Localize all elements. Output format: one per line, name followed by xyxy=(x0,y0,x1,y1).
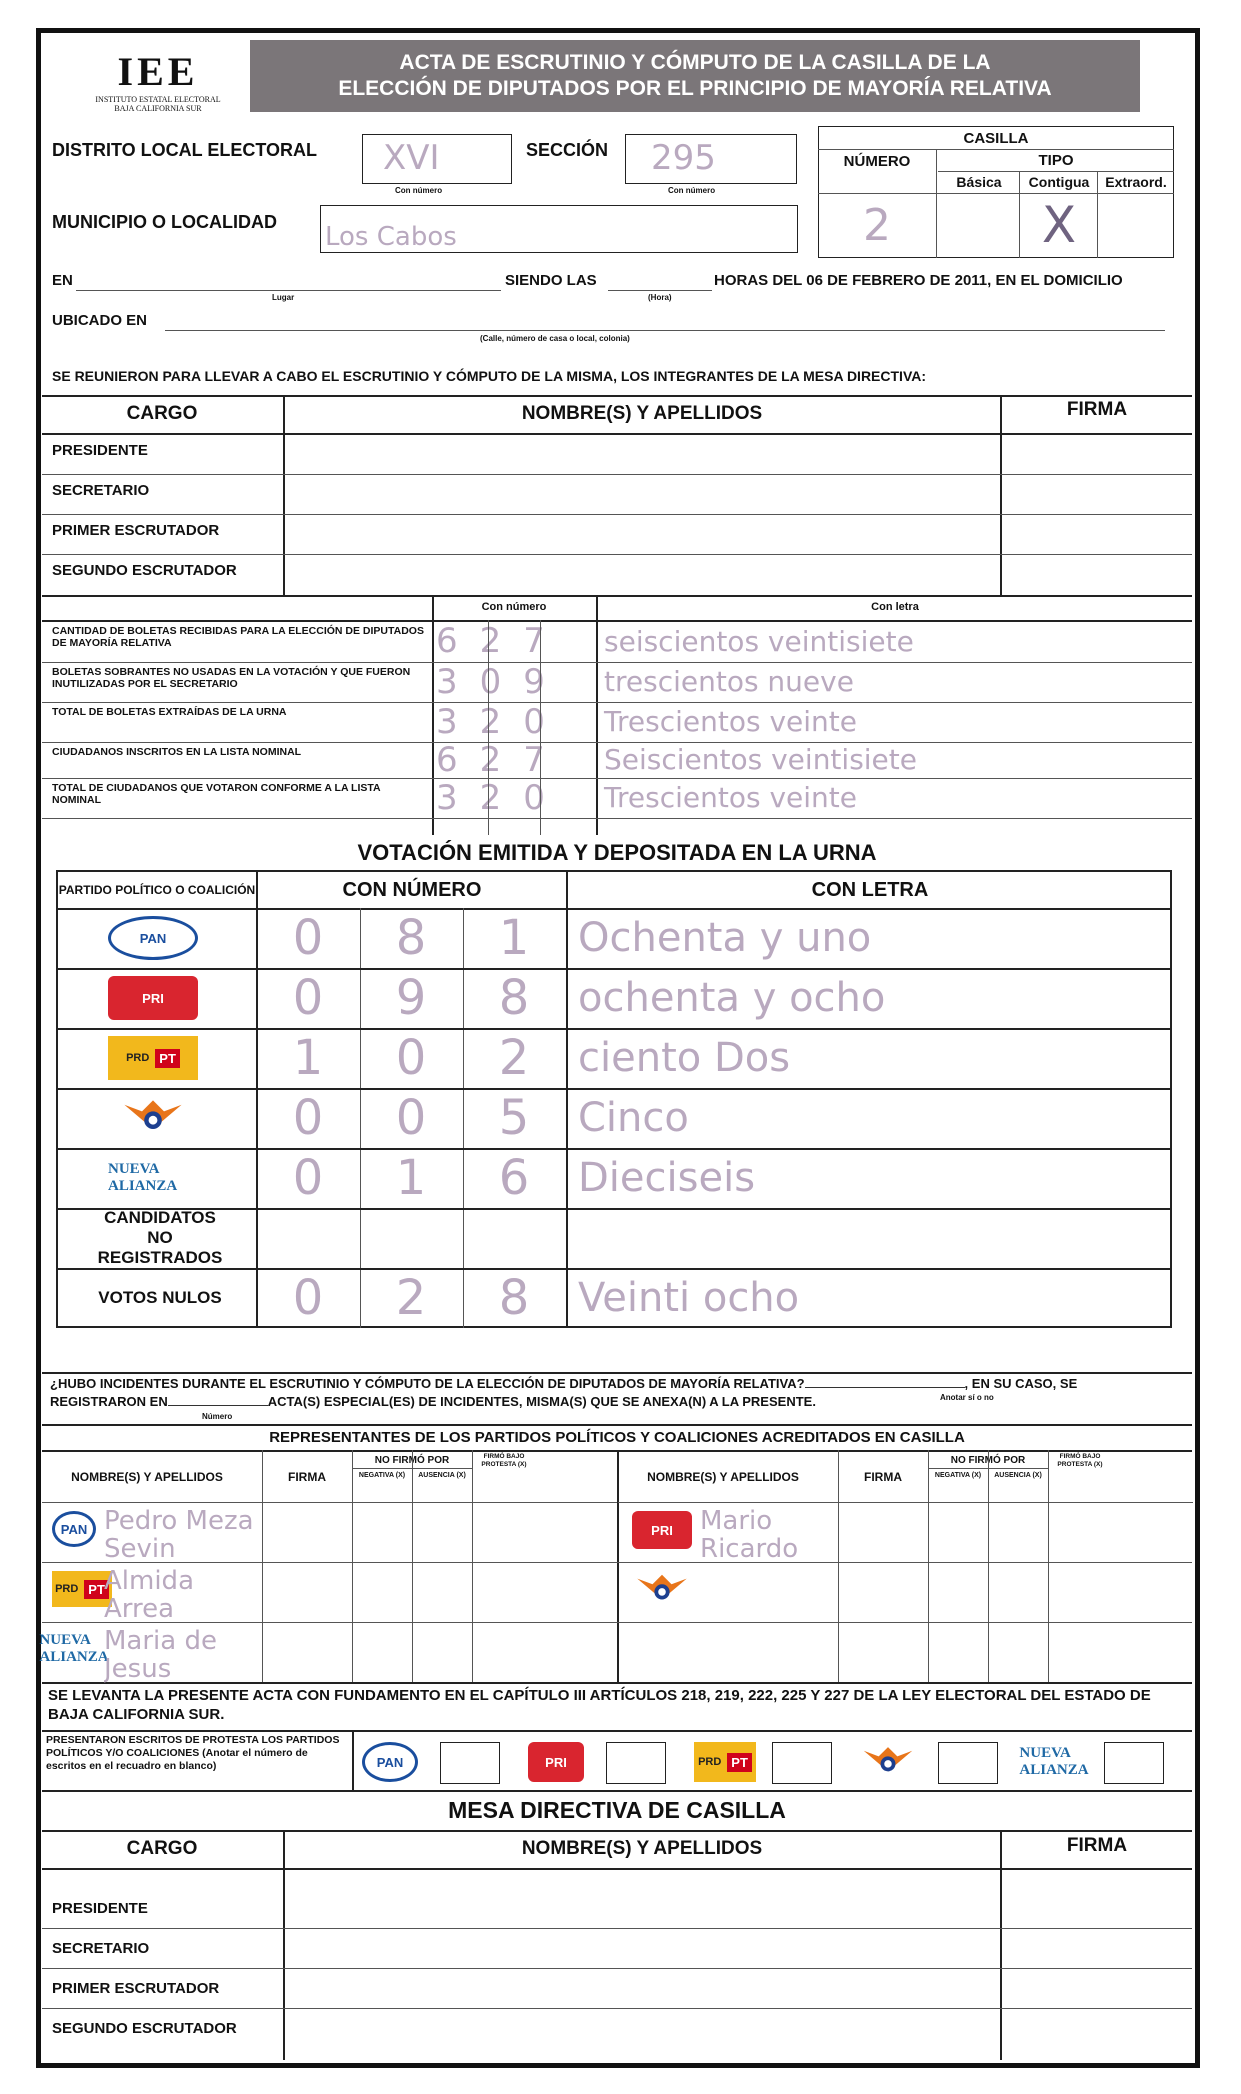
rep-logo-left-2: NUEVA ALIANZA xyxy=(39,1632,109,1665)
ballot-row-text[interactable]: Trescientos veinte xyxy=(604,781,857,814)
reps-nombre-header: NOMBRE(S) Y APELLIDOS xyxy=(647,1470,799,1484)
vote-digit[interactable]: 0 xyxy=(292,1150,324,1206)
reps-col-divider xyxy=(928,1450,929,1682)
votes-col-party: PARTIDO POLÍTICO O COALICIÓN xyxy=(58,882,256,897)
form-title xyxy=(250,40,1140,112)
rep-logo-right-1 xyxy=(632,1571,692,1609)
ballot-row-label: BOLETAS SOBRANTES NO USADAS EN LA VOTACIÓN Y QUE FUERON INUTILIZADAS POR EL SECRETARIO xyxy=(52,666,411,690)
rep-logo-left-1 xyxy=(52,1571,112,1607)
party-logo-prs xyxy=(108,1096,198,1140)
ballot-digit-divider xyxy=(488,620,489,835)
reps-col-divider xyxy=(352,1450,353,1682)
title-line-1: ACTA DE ESCRUTINIO Y CÓMPUTO DE LA CASILLA DE LA xyxy=(399,51,991,74)
officials-firma-header: FIRMA xyxy=(1066,399,1128,420)
vote-digit[interactable]: 1 xyxy=(498,910,530,966)
district-label: DISTRITO LOCAL ELECTORAL xyxy=(52,140,318,160)
protest-text: PRESENTARON ESCRITOS DE PROTESTA LOS PARTIDOS POLÍTICOS Y/O COALICIONES (Anotar el número de escritos en el recuadro en blanco) xyxy=(46,1734,340,1772)
title-line-2: ELECCIÓN DE DIPUTADOS POR EL PRINCIPIO DE MAYORÍA RELATIVA xyxy=(338,77,1052,100)
reps-bajo-protesta-header: FIRMÓ BAJO PROTESTA (X) xyxy=(1057,1453,1103,1468)
incidents-numero-sub: Número xyxy=(202,1412,233,1421)
vote-digit[interactable] xyxy=(464,1208,564,1268)
mesa-cargo-header: CARGO xyxy=(126,1838,198,1859)
mesa-row-presidente: PRESIDENTE xyxy=(52,1900,148,1917)
incidents-line2 xyxy=(50,1394,816,1409)
reps-ausencia-header: AUSENCIA (X) xyxy=(418,1472,466,1479)
reps-no-firmo-header: NO FIRMÓ POR xyxy=(374,1455,450,1466)
ballot-row-label: TOTAL DE CIUDADANOS QUE VOTARON CONFORME A LA LISTA NOMINAL xyxy=(52,782,381,806)
protest-count-box[interactable] xyxy=(938,1742,998,1784)
official-row-presidente: PRESIDENTE xyxy=(52,442,148,459)
section-field[interactable] xyxy=(625,134,797,184)
iee-logo-mark: IEE xyxy=(117,49,199,94)
mesa-title: MESA DIRECTIVA DE CASILLA xyxy=(448,1796,786,1823)
votes-title: VOTACIÓN EMITIDA Y DEPOSITADA EN LA URNA xyxy=(357,840,877,865)
officials-nombre-header: NOMBRE(S) Y APELLIDOS xyxy=(521,403,763,424)
district-value: XVI xyxy=(383,138,440,178)
incidents-question: ¿HUBO INCIDENTES DURANTE EL ESCRUTINIO Y CÓMPUTO DE LA ELECCIÓN DE DIPUTADOS DE MAYORÍA RELATIVA? xyxy=(50,1376,805,1391)
party-logo-nueva-alianza: NUEVA ALIANZA xyxy=(108,1161,178,1194)
official-row-secretario: SECRETARIO xyxy=(52,482,150,499)
vote-digit[interactable]: 5 xyxy=(498,1090,530,1146)
reunion-text: SE REUNIERON PARA LLEVAR A CABO EL ESCRUTINIO Y CÓMPUTO DE LA MISMA, LOS INTEGRANTES DE LA MESA DIRECTIVA: xyxy=(52,368,927,384)
rep-name-left[interactable]: Pedro Meza Sevin xyxy=(104,1507,254,1563)
numero-label: NÚMERO xyxy=(843,152,911,170)
incidents-registraron: REGISTRARON EN xyxy=(50,1394,168,1409)
reps-ausencia-header: AUSENCIA (X) xyxy=(994,1472,1042,1479)
ballots-con-letra: Con letra xyxy=(871,601,919,613)
ubicado-label: UBICADO EN xyxy=(52,312,148,329)
ballot-row-label: CIUDADANOS INSCRITOS EN LA LISTA NOMINAL xyxy=(52,746,302,758)
party-logo-prd-pt xyxy=(108,1036,198,1080)
official-row-segundo: SEGUNDO ESCRUTADOR xyxy=(52,562,237,579)
vote-digit[interactable]: 9 xyxy=(395,970,427,1026)
rep-logo-right-0: PRI xyxy=(632,1511,692,1549)
vote-digit[interactable]: 0 xyxy=(292,970,324,1026)
pt-logo-text: PT xyxy=(727,1753,752,1772)
incidents-line1 xyxy=(50,1376,1077,1391)
ballot-row-number[interactable]: 320 xyxy=(436,702,567,742)
siendo-label: SIENDO LAS xyxy=(505,272,597,289)
mesa-row-secretario: SECRETARIO xyxy=(52,1940,150,1957)
legal-text: SE LEVANTA LA PRESENTE ACTA CON FUNDAMENTO EN EL CAPÍTULO III ARTÍCULOS 218, 219, 222, 225 Y 227 DE LA LEY ELECTORAL DEL ESTADO DE BAJA CALIFORNIA SUR. xyxy=(48,1687,1151,1723)
vote-digit[interactable]: 2 xyxy=(498,1030,530,1086)
section-sub: Con número xyxy=(668,186,716,195)
municipality-label: MUNICIPIO O LOCALIDAD xyxy=(52,212,277,232)
protest-logo-3 xyxy=(860,1742,916,1782)
vote-digit[interactable]: 8 xyxy=(498,970,530,1026)
votes-col-text: CON LETRA xyxy=(811,878,929,901)
incidents-acta: ACTA(S) ESPECIAL(ES) DE INCIDENTES, MISMA(S) QUE SE ANEXA(N) A LA PRESENTE. xyxy=(267,1394,816,1409)
municipality-value: Los Cabos xyxy=(325,222,457,252)
lugar-sub: Lugar xyxy=(272,293,295,302)
reps-nombre-header: NOMBRE(S) Y APELLIDOS xyxy=(71,1470,223,1484)
vote-digit[interactable]: 8 xyxy=(395,910,427,966)
vote-digit[interactable]: 2 xyxy=(395,1270,427,1326)
district-field[interactable] xyxy=(362,134,512,184)
vote-digit[interactable] xyxy=(361,1208,461,1268)
prd-logo-text: PRD xyxy=(698,1756,722,1768)
protest-logo-2 xyxy=(694,1742,756,1782)
iee-logo xyxy=(88,48,228,113)
vote-row-text[interactable]: Ochenta y uno xyxy=(578,915,872,961)
hora-sub: (Hora) xyxy=(648,293,672,302)
reps-subhead-divider xyxy=(352,1468,472,1469)
ballot-row-number[interactable]: 309 xyxy=(436,662,567,702)
vote-row-text[interactable]: ciento Dos xyxy=(578,1035,791,1081)
prd-logo-text: PRD xyxy=(55,1583,79,1595)
protest-count-box[interactable] xyxy=(440,1742,500,1784)
protest-count-box[interactable] xyxy=(772,1742,832,1784)
ballot-row-text[interactable]: seiscientos veintisiete xyxy=(604,625,914,658)
officials-cargo-header: CARGO xyxy=(126,403,198,424)
protest-logo-4: NUEVA ALIANZA xyxy=(1019,1745,1089,1778)
vote-digit[interactable]: 0 xyxy=(395,1030,427,1086)
mesa-firma-header: FIRMA xyxy=(1066,1835,1128,1856)
protest-logo-0: PAN xyxy=(362,1742,418,1782)
reps-col-divider xyxy=(262,1450,263,1682)
reps-negativa-header: NEGATIVA (X) xyxy=(934,1472,982,1479)
votes-col-num: CON NÚMERO xyxy=(342,878,482,901)
section-label: SECCIÓN xyxy=(526,140,609,160)
incidents-en-su-caso: , EN SU CASO, SE xyxy=(964,1376,1078,1391)
ballot-row-label: CANTIDAD DE BOLETAS RECIBIDAS PARA LA ELECCIÓN DE DIPUTADOS DE MAYORÍA RELATIVA xyxy=(52,625,424,649)
vote-digit[interactable]: 0 xyxy=(292,1090,324,1146)
reps-firma-header: FIRMA xyxy=(288,1470,326,1484)
reps-title: REPRESENTANTES DE LOS PARTIDOS POLÍTICOS Y COALICIONES ACREDITADOS EN CASILLA xyxy=(269,1428,965,1446)
ballot-row-text[interactable]: Trescientos veinte xyxy=(604,705,857,738)
tipo-label: TIPO xyxy=(1038,151,1074,169)
reps-col-divider xyxy=(412,1450,413,1682)
reps-negativa-header: NEGATIVA (X) xyxy=(358,1472,406,1479)
ballot-digit-divider xyxy=(540,620,541,835)
contigua-mark[interactable]: X xyxy=(1041,196,1077,254)
rep-name-left[interactable]: Maria de Jesus xyxy=(104,1627,217,1683)
prd-logo-text: PRD xyxy=(126,1052,150,1064)
vote-row-text[interactable]: ochenta y ocho xyxy=(578,975,886,1021)
vote-digit[interactable]: 8 xyxy=(498,1270,530,1326)
vote-digit[interactable]: 0 xyxy=(292,910,324,966)
ballots-con-numero: Con número xyxy=(481,601,547,613)
pt-logo-text: PT xyxy=(84,1580,109,1599)
protest-count-box[interactable] xyxy=(1104,1742,1164,1784)
horas-text: HORAS DEL 06 DE FEBRERO DE 2011, EN EL DOMICILIO xyxy=(714,272,1123,289)
ballot-row-text[interactable]: trescientos nueve xyxy=(604,665,854,698)
vote-digit[interactable]: 1 xyxy=(292,1030,324,1086)
reps-subhead-divider xyxy=(928,1468,1048,1469)
reps-col-divider xyxy=(472,1450,473,1682)
protest-count-box[interactable] xyxy=(606,1742,666,1784)
vote-digit[interactable]: 1 xyxy=(395,1150,427,1206)
casilla-label: CASILLA xyxy=(963,129,1029,147)
mesa-nombre-header: NOMBRE(S) Y APELLIDOS xyxy=(521,1838,763,1859)
calle-sub: (Calle, número de casa o local, colonia) xyxy=(480,334,630,343)
party-logo-pan: PAN xyxy=(108,916,198,960)
protest-logo-1: PRI xyxy=(528,1742,584,1782)
rep-name-left[interactable]: Almida Arrea xyxy=(104,1567,194,1623)
institute-name: INSTITUTO ESTATAL ELECTORAL BAJA CALIFORNIA SUR xyxy=(95,95,221,113)
vote-digit[interactable]: 0 xyxy=(292,1270,324,1326)
vote-row-label: CANDIDATOS NO REGISTRADOS xyxy=(97,1208,223,1267)
casilla-numero-value[interactable]: 2 xyxy=(863,199,891,251)
mesa-row-primer: PRIMER ESCRUTADOR xyxy=(52,1980,220,1997)
vote-row-label: VOTOS NULOS xyxy=(98,1288,222,1307)
municipality-field[interactable] xyxy=(320,205,798,253)
reps-no-firmo-header: NO FIRMÓ POR xyxy=(950,1455,1026,1466)
extraord-label: Extraord. xyxy=(1105,174,1167,190)
official-row-primer: PRIMER ESCRUTADOR xyxy=(52,522,220,539)
reps-col-divider xyxy=(988,1450,989,1682)
ballot-row-label: TOTAL DE BOLETAS EXTRAÍDAS DE LA URNA xyxy=(52,706,287,718)
ballot-row-number[interactable]: 320 xyxy=(436,778,567,818)
vote-row-text[interactable]: Dieciseis xyxy=(578,1155,756,1201)
vote-digit[interactable]: 0 xyxy=(395,1090,427,1146)
vote-digit[interactable] xyxy=(258,1208,358,1268)
rep-name-right[interactable]: Mario Ricardo xyxy=(700,1507,799,1563)
reps-firma-header: FIRMA xyxy=(864,1470,902,1484)
reps-header-divider xyxy=(618,1502,1193,1503)
vote-row-text[interactable] xyxy=(578,1208,1158,1268)
vote-row-text[interactable]: Veinti ocho xyxy=(578,1275,800,1321)
reps-col-divider xyxy=(1048,1450,1049,1682)
district-sub: Con número xyxy=(395,186,443,195)
reps-col-divider xyxy=(838,1450,839,1682)
section-value: 295 xyxy=(651,138,716,178)
incidents-anotar-sub: Anotar sí o no xyxy=(940,1393,994,1402)
contigua-label: Contigua xyxy=(1028,174,1090,190)
basica-label: Básica xyxy=(956,174,1002,190)
ballot-row-number[interactable]: 627 xyxy=(436,740,567,780)
party-logo-pri-pvem: PRI xyxy=(108,976,198,1020)
ballot-row-number[interactable]: 627 xyxy=(436,621,567,661)
pt-logo-text: PT xyxy=(155,1049,180,1068)
vote-digit[interactable]: 6 xyxy=(498,1150,530,1206)
en-label: EN xyxy=(52,272,73,289)
rep-logo-left-0: PAN xyxy=(52,1511,96,1547)
ballot-row-text[interactable]: Seiscientos veintisiete xyxy=(604,743,917,776)
rep-name-right[interactable] xyxy=(700,1567,840,1623)
ballot-row-divider xyxy=(42,818,1192,819)
mesa-row-segundo: SEGUNDO ESCRUTADOR xyxy=(52,2020,237,2037)
reps-bajo-protesta-header: FIRMÓ BAJO PROTESTA (X) xyxy=(481,1453,527,1468)
vote-row-text[interactable]: Cinco xyxy=(578,1095,689,1141)
reps-header-divider xyxy=(42,1502,617,1503)
